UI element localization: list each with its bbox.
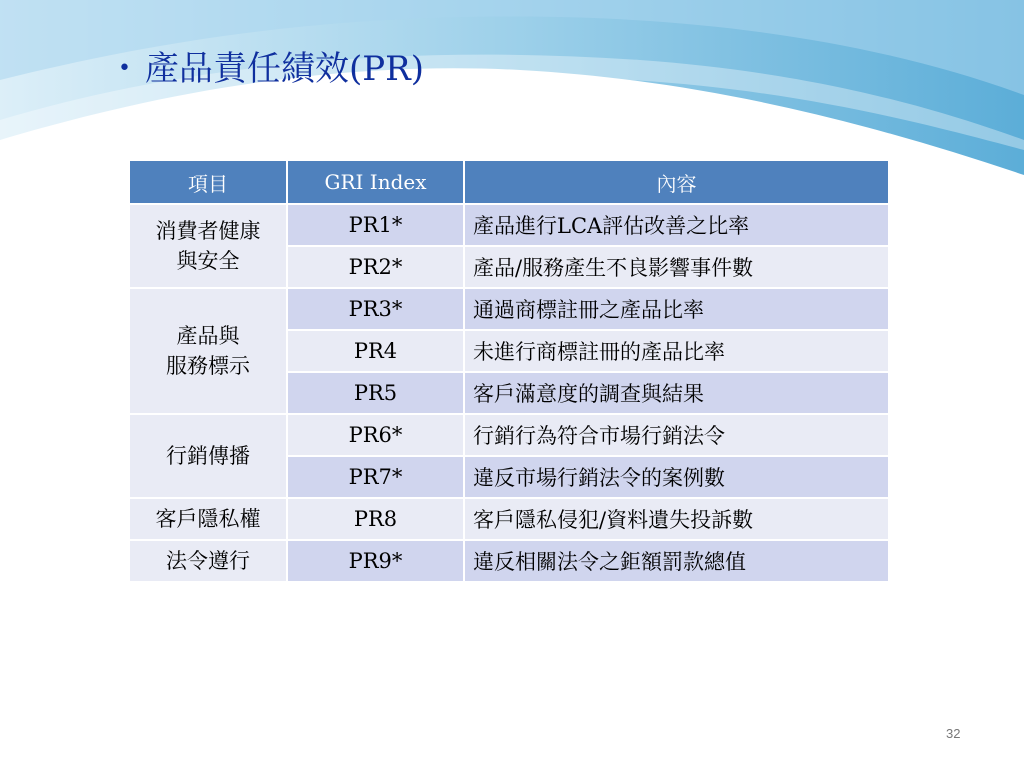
- content-cell: 產品進行LCA評估改善之比率: [464, 204, 889, 246]
- item-cell: 客戶隱私權: [129, 498, 287, 540]
- item-line: 消費者健康: [155, 218, 261, 243]
- header-content: 內容: [464, 160, 889, 204]
- item-line: 服務標示: [166, 354, 250, 378]
- gri-index-cell: PR9*: [287, 540, 464, 582]
- item-cell: [129, 204, 287, 288]
- slide-title-text: 產品責任績效(PR): [144, 49, 424, 89]
- item-line: 產品與: [176, 323, 240, 348]
- content-cell: 客戶隱私侵犯/資料遺失投訴數: [464, 498, 889, 540]
- pr-table: [128, 159, 890, 583]
- table-row: [129, 288, 889, 330]
- content-cell: 未進行商標註冊的產品比率: [464, 330, 889, 372]
- gri-index-cell: PR4: [287, 330, 464, 372]
- table-row: [129, 498, 889, 540]
- gri-index-cell: PR6*: [287, 414, 464, 456]
- bullet-icon: •: [118, 56, 131, 81]
- header-item: 項目: [129, 160, 287, 204]
- content-cell: 產品/服務產生不良影響事件數: [464, 246, 889, 288]
- gri-index-cell: PR8: [287, 498, 464, 540]
- gri-index-cell: PR1*: [287, 204, 464, 246]
- item-line: 與安全: [176, 249, 240, 273]
- item-cell: 法令遵行: [129, 540, 287, 582]
- gri-index-cell: PR7*: [287, 456, 464, 498]
- content-cell: 行銷行為符合市場行銷法令: [464, 414, 889, 456]
- item-cell: 行銷傳播: [129, 414, 287, 498]
- table-header-row: [129, 160, 889, 204]
- content-cell: 通過商標註冊之產品比率: [464, 288, 889, 330]
- table-row: [129, 204, 889, 246]
- gri-index-cell: PR2*: [287, 246, 464, 288]
- content-cell: 客戶滿意度的調查與結果: [464, 372, 889, 414]
- gri-index-cell: PR5: [287, 372, 464, 414]
- table-row: [129, 414, 889, 456]
- content-cell: 違反相關法令之鉅額罰款總值: [464, 540, 889, 582]
- table-row: [129, 540, 889, 582]
- gri-index-cell: PR3*: [287, 288, 464, 330]
- slide-title: [118, 49, 424, 89]
- page-number: 32: [946, 726, 961, 741]
- item-cell: [129, 288, 287, 414]
- header-gri-index: GRI Index: [287, 160, 464, 204]
- content-cell: 違反市場行銷法令的案例數: [464, 456, 889, 498]
